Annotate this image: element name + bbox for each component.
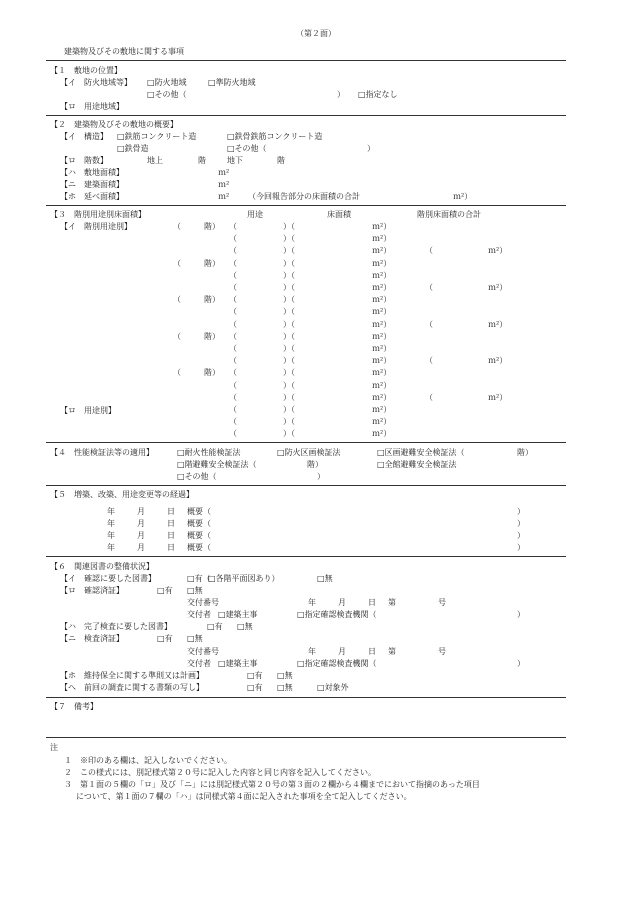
area-field-unit: ｍ²） <box>372 405 392 414</box>
issue-number-label: 交付番号 <box>187 598 219 607</box>
area-field-unit: ｍ²） <box>372 307 392 316</box>
use-field-open: （ <box>229 393 237 402</box>
use-field-open: （ <box>229 307 237 316</box>
use-field-open: （ <box>229 234 237 243</box>
other-method-checkbox[interactable]: □ その他（ <box>177 473 217 481</box>
confirmation-cert-no-checkbox[interactable]: □ 無 <box>187 587 203 595</box>
floor-number-unit: 階） <box>204 332 220 341</box>
area-field-open: ）（ <box>283 417 295 426</box>
use-field-open: （ <box>229 405 237 414</box>
summary-label: 概要（ <box>187 519 211 528</box>
area-field-unit: ｍ²） <box>372 356 392 365</box>
confirmation-cert-yes-checkbox[interactable]: □ 有 <box>157 587 173 595</box>
day-label: 日 <box>167 507 175 516</box>
issuer-label: 交付者 <box>187 659 211 668</box>
area-field-open: ）（ <box>283 320 295 329</box>
area-field-unit: ｍ²） <box>372 246 392 255</box>
area-field-open: ）（ <box>283 368 295 377</box>
use-field-open: （ <box>229 259 237 268</box>
column-floor-area: 床面積 <box>327 210 351 219</box>
src-structure-checkbox[interactable]: □ 鉄骨鉄筋コンクリート造 <box>227 133 322 141</box>
floor-number-open: （ <box>173 259 181 268</box>
previous-survey-yes-checkbox[interactable]: □ 有 <box>247 684 263 692</box>
completion-docs-yes-checkbox[interactable]: □ 有 <box>207 623 223 631</box>
summary-label: 概要（ <box>187 543 211 552</box>
use-field-open: （ <box>229 283 237 292</box>
floor-total-open: （ <box>425 393 433 402</box>
fire-compartment-method-checkbox[interactable]: □ 防火区画検証法 <box>277 449 341 457</box>
by-floor-label: 【イ 階別用途別】 <box>60 222 132 231</box>
column-use: 用途 <box>247 210 263 219</box>
floor-number-unit: 階） <box>204 295 220 304</box>
area-field-unit: ｍ²） <box>372 234 392 243</box>
use-field-open: （ <box>229 246 237 255</box>
fire-zone-label: 【イ 防火地域等】 <box>60 78 132 87</box>
floor-number-unit: 階） <box>204 222 220 231</box>
year-label: 年 <box>107 543 115 552</box>
area-field-unit: ｍ²） <box>372 295 392 304</box>
floor-total-unit: ｍ²） <box>488 356 508 365</box>
use-field-open: （ <box>229 344 237 353</box>
not-applicable-checkbox[interactable]: □ 対象外 <box>317 684 349 692</box>
area-unit: ｍ²） <box>453 192 473 201</box>
use-field-open: （ <box>229 429 237 438</box>
fire-zone-checkbox[interactable]: □ 防火地域 <box>147 79 187 87</box>
inspection-cert-label: 【ニ 検査済証】 <box>60 634 124 643</box>
number-prefix: 第 <box>388 598 396 607</box>
building-official-checkbox[interactable]: □ 建築主事 <box>218 660 258 668</box>
floor-total-unit: ｍ²） <box>488 320 508 329</box>
month-label: 月 <box>137 507 145 516</box>
floor-total-unit: ｍ²） <box>488 393 508 402</box>
area-field-open: ）（ <box>283 332 295 341</box>
area-field-open: ）（ <box>283 259 295 268</box>
confirmation-cert-label: 【ロ 確認済証】 <box>60 586 124 595</box>
summary-label: 概要（ <box>187 531 211 540</box>
area-field-unit: ｍ²） <box>372 429 392 438</box>
year-label: 年 <box>107 507 115 516</box>
floor-number-open: （ <box>173 332 181 341</box>
designated-agency-close: ） <box>517 659 525 668</box>
floor-total-open: （ <box>425 320 433 329</box>
floor-total-open: （ <box>425 356 433 365</box>
above-ground-label: 地上 <box>147 156 163 165</box>
by-use-label: 【ロ 用途別】 <box>60 406 116 415</box>
document-title: 建築物及びその敷地に関する事項 <box>64 47 184 56</box>
area-field-open: ）（ <box>283 307 295 316</box>
divider <box>46 60 566 61</box>
area-field-unit: ｍ²） <box>372 344 392 353</box>
use-zone-label: 【ロ 用途地域】 <box>60 102 124 111</box>
area-field-open: ）（ <box>283 344 295 353</box>
floor-number-open: （ <box>173 368 181 377</box>
area-field-open: ）（ <box>283 429 295 438</box>
year-label: 年 <box>107 531 115 540</box>
other-method-close: ） <box>317 472 325 481</box>
area-field-unit: ｍ²） <box>372 332 392 341</box>
maintenance-plan-no-checkbox[interactable]: □ 無 <box>277 672 293 680</box>
area-field-unit: ｍ²） <box>372 320 392 329</box>
designated-agency-checkbox[interactable]: □ 指定確認検査機関（ <box>297 660 377 668</box>
number-suffix: 号 <box>438 647 446 656</box>
section-6-heading: 【６ 関連図書の整備状況】 <box>50 562 154 571</box>
note-1: １ ※印のある欄は、記入しないでください。 <box>64 756 232 765</box>
designated-agency-close: ） <box>517 610 525 619</box>
use-field-open: （ <box>229 222 237 231</box>
year-label: 年 <box>308 598 316 607</box>
area-unit: ｍ² <box>218 168 230 177</box>
notes-label: 注 <box>50 743 58 752</box>
maintenance-plan-label: 【ホ 維持保全に関する準則又は計画】 <box>60 671 204 680</box>
floor-total-open: （ <box>425 283 433 292</box>
area-field-open: ）（ <box>283 234 295 243</box>
floor-number-unit: 階） <box>204 259 220 268</box>
floors-label: 【ロ 階数】 <box>60 156 108 165</box>
quasi-fire-zone-checkbox[interactable]: □ 準防火地域 <box>208 79 256 87</box>
section-5-heading: 【５ 増築、改築、用途変更等の経過】 <box>50 490 194 499</box>
current-report-note: （今回報告部分の床面積の合計 <box>248 192 360 201</box>
area-field-unit: ｍ²） <box>372 222 392 231</box>
building-official-checkbox[interactable]: □ 建築主事 <box>218 611 258 619</box>
maintenance-plan-yes-checkbox[interactable]: □ 有 <box>247 672 263 680</box>
area-field-open: ）（ <box>283 405 295 414</box>
note-2: ２ この様式には、別記様式第２０号に記入した内容と同じ内容を記入してください。 <box>64 768 376 777</box>
other-zone-close: ） <box>337 90 345 99</box>
day-label: 日 <box>167 543 175 552</box>
floor-evacuation-method-checkbox[interactable]: □ 階避難安全検証法（ <box>177 461 257 469</box>
section-4-heading: 【４ 性能検証法等の適用】 <box>50 448 154 457</box>
issuer-label: 交付者 <box>187 610 211 619</box>
floor-evacuation-floor-unit: 階） <box>307 460 323 469</box>
area-unit: ｍ² <box>218 180 230 189</box>
issue-number-label: 交付番号 <box>187 647 219 656</box>
area-field-unit: ｍ²） <box>372 381 392 390</box>
area-field-unit: ｍ²） <box>372 259 392 268</box>
below-ground-label: 地下 <box>227 156 243 165</box>
note-3: ３ 第１面の５欄の「ロ」及び「ニ」には別記様式第２０号の第３面の２欄から４欄までにおいて指摘のあった項目 <box>64 780 480 789</box>
zone-evacuation-floor-unit: 階） <box>517 448 533 457</box>
year-label: 年 <box>308 647 316 656</box>
floor-plans-checkbox[interactable]: □ 各階平面図あり） <box>208 575 280 583</box>
area-field-open: ）（ <box>283 295 295 304</box>
divider <box>46 697 566 698</box>
floor-total-unit: ｍ²） <box>488 246 508 255</box>
completion-docs-label: 【ハ 完了検査に要した図書】 <box>60 622 172 631</box>
completion-docs-no-checkbox[interactable]: □ 無 <box>237 623 253 631</box>
area-field-open: ）（ <box>283 393 295 402</box>
floors-unit: 階 <box>277 156 285 165</box>
no-designation-checkbox[interactable]: □ 指定なし <box>358 91 398 99</box>
zone-evacuation-method-checkbox[interactable]: □ 区画避難安全検証法（ <box>377 449 465 457</box>
building-area-label: 【ニ 建築面積】 <box>60 180 124 189</box>
confirmation-docs-yes-checkbox[interactable]: □ 有（ <box>187 575 211 583</box>
divider <box>46 442 566 443</box>
page-label: （第２面） <box>296 29 336 38</box>
area-field-unit: ｍ²） <box>372 393 392 402</box>
floor-total-unit: ｍ²） <box>488 283 508 292</box>
area-field-unit: ｍ²） <box>372 271 392 280</box>
site-area-label: 【ハ 敷地面積】 <box>60 168 124 177</box>
area-field-open: ）（ <box>283 283 295 292</box>
year-label: 年 <box>107 519 115 528</box>
divider <box>46 737 566 738</box>
floor-number-unit: 階） <box>204 368 220 377</box>
use-field-open: （ <box>229 368 237 377</box>
summary-close: ） <box>517 531 525 540</box>
number-prefix: 第 <box>388 647 396 656</box>
other-zone-checkbox[interactable]: □ その他（ <box>147 91 187 99</box>
summary-close: ） <box>517 519 525 528</box>
day-label: 日 <box>167 531 175 540</box>
month-label: 月 <box>137 519 145 528</box>
divider <box>46 205 566 206</box>
structure-label: 【イ 構造】 <box>60 132 108 141</box>
use-field-open: （ <box>229 320 237 329</box>
previous-survey-no-checkbox[interactable]: □ 無 <box>277 684 293 692</box>
use-field-open: （ <box>229 332 237 341</box>
designated-agency-checkbox[interactable]: □ 指定確認検査機関（ <box>297 611 377 619</box>
divider <box>46 485 566 486</box>
floor-total-open: （ <box>425 246 433 255</box>
use-field-open: （ <box>229 295 237 304</box>
day-label: 日 <box>167 519 175 528</box>
area-field-open: ）（ <box>283 222 295 231</box>
month-label: 月 <box>338 647 346 656</box>
area-field-open: ）（ <box>283 381 295 390</box>
confirmation-docs-no-checkbox[interactable]: □ 無 <box>317 575 333 583</box>
day-label: 日 <box>368 598 376 607</box>
section-2-heading: 【２ 建築物及びその敷地の概要】 <box>50 120 178 129</box>
floor-number-open: （ <box>173 222 181 231</box>
use-field-open: （ <box>229 356 237 365</box>
confirmation-docs-label: 【イ 確認に要した図書】 <box>60 574 156 583</box>
rc-structure-checkbox[interactable]: □ 鉄筋コンクリート造 <box>117 133 196 141</box>
inspection-cert-no-checkbox[interactable]: □ 無 <box>187 635 203 643</box>
floors-unit: 階 <box>198 156 206 165</box>
other-structure-checkbox[interactable]: □ その他（ <box>227 145 267 153</box>
steel-structure-checkbox[interactable]: □ 鉄骨造 <box>117 145 149 153</box>
fire-resistance-method-checkbox[interactable]: □ 耐火性能検証法 <box>177 449 241 457</box>
area-field-unit: ｍ²） <box>372 283 392 292</box>
inspection-cert-yes-checkbox[interactable]: □ 有 <box>157 635 173 643</box>
other-structure-close: ） <box>367 144 375 153</box>
summary-close: ） <box>517 507 525 516</box>
month-label: 月 <box>338 598 346 607</box>
area-field-open: ）（ <box>283 356 295 365</box>
summary-close: ） <box>517 543 525 552</box>
summary-label: 概要（ <box>187 507 211 516</box>
area-unit: ｍ² <box>218 192 230 201</box>
use-field-open: （ <box>229 417 237 426</box>
divider <box>46 115 566 116</box>
number-suffix: 号 <box>438 598 446 607</box>
previous-survey-label: 【ヘ 前回の調査に関する書類の写し】 <box>60 683 204 692</box>
day-label: 日 <box>368 647 376 656</box>
area-field-open: ）（ <box>283 271 295 280</box>
section-7-heading: 【７ 備考】 <box>50 702 98 711</box>
section-1-heading: 【１ 敷地の位置】 <box>50 66 122 75</box>
note-3-continued: について、第１面の７欄の「ハ」は同様式第４面に記入された事項を全て記入してください。 <box>76 792 412 801</box>
area-field-open: ）（ <box>283 246 295 255</box>
section-3-heading: 【３ 階別用途別床面積】 <box>50 210 146 219</box>
whole-building-evacuation-checkbox[interactable]: □ 全館避難安全検証法 <box>377 461 457 469</box>
use-field-open: （ <box>229 381 237 390</box>
divider <box>46 556 566 557</box>
floor-number-open: （ <box>173 295 181 304</box>
area-field-unit: ｍ²） <box>372 368 392 377</box>
month-label: 月 <box>137 543 145 552</box>
use-field-open: （ <box>229 271 237 280</box>
total-floor-area-label: 【ホ 延べ面積】 <box>60 192 124 201</box>
column-floor-total: 階別床面積の合計 <box>417 210 481 219</box>
area-field-unit: ｍ²） <box>372 417 392 426</box>
month-label: 月 <box>137 531 145 540</box>
